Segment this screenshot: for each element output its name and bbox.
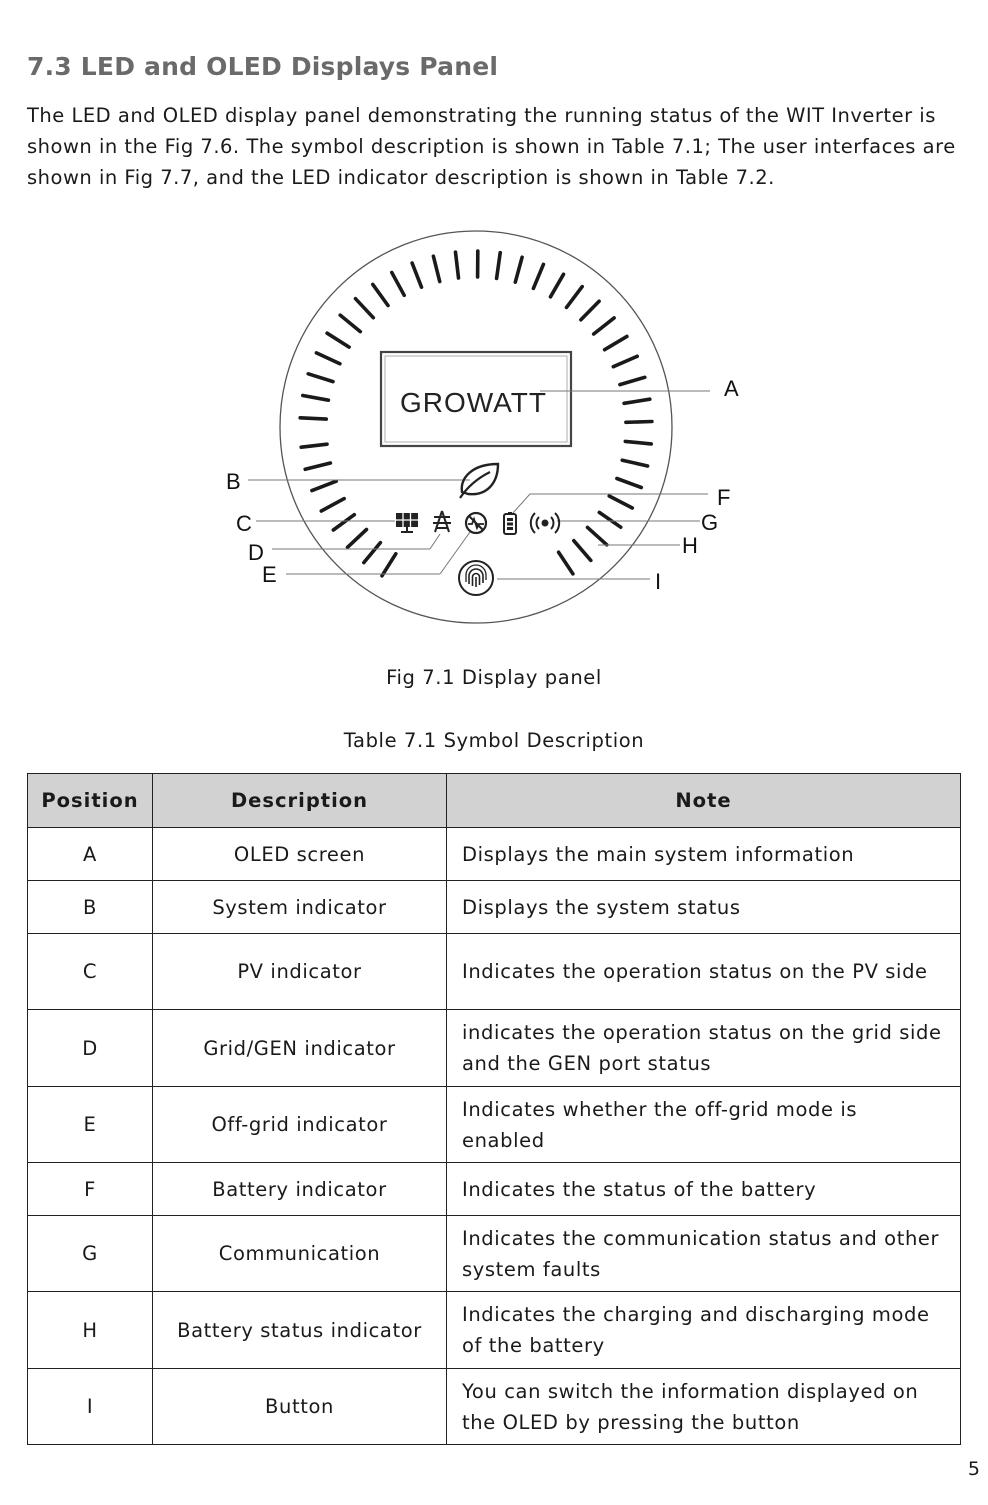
led-tick bbox=[588, 527, 607, 544]
led-tick bbox=[456, 252, 459, 278]
label-g: G bbox=[701, 510, 719, 535]
led-tick bbox=[348, 530, 367, 548]
table-header-row bbox=[28, 774, 961, 828]
header-position: Position bbox=[28, 774, 153, 828]
led-tick bbox=[392, 273, 404, 296]
position-cell: F bbox=[28, 1163, 153, 1216]
description-cell: Grid/GEN indicator bbox=[153, 1010, 447, 1087]
led-tick bbox=[312, 481, 336, 490]
table-row bbox=[28, 1087, 961, 1163]
led-tick bbox=[300, 418, 326, 419]
description-cell: Button bbox=[153, 1369, 447, 1445]
note-cell: Indicates the charging and discharging mode of the battery bbox=[447, 1292, 961, 1369]
position-cell: G bbox=[28, 1216, 153, 1292]
solar-panel-icon bbox=[396, 513, 418, 532]
description-cell: System indicator bbox=[153, 881, 447, 934]
note-cell: Indicates whether the off-grid mode is enabled bbox=[447, 1087, 961, 1163]
led-tick bbox=[316, 353, 340, 364]
label-h: H bbox=[682, 533, 698, 558]
header-note: Note bbox=[447, 774, 961, 828]
position-cell: A bbox=[28, 828, 153, 881]
led-tick bbox=[497, 253, 501, 279]
brand-logo: GROWATT bbox=[400, 387, 547, 418]
table-row bbox=[28, 828, 961, 881]
symbol-description-table bbox=[27, 773, 961, 1445]
led-tick bbox=[303, 396, 329, 401]
led-tick bbox=[340, 315, 360, 332]
figure-caption: Fig 7.1 Display panel bbox=[386, 666, 602, 689]
table-row bbox=[28, 934, 961, 1010]
note-cell: Indicates the status of the battery bbox=[447, 1163, 961, 1216]
table-caption: Table 7.1 Symbol Description bbox=[343, 729, 645, 752]
label-c: C bbox=[236, 511, 252, 536]
section-heading: 7.3 LED and OLED Displays Panel bbox=[27, 52, 499, 81]
led-tick bbox=[321, 499, 344, 511]
note-cell: Displays the system status bbox=[447, 881, 961, 934]
led-tick bbox=[581, 301, 599, 320]
description-cell: Battery status indicator bbox=[153, 1292, 447, 1369]
led-tick bbox=[622, 460, 647, 466]
header-description: Description bbox=[153, 774, 447, 828]
label-a: A bbox=[724, 376, 739, 401]
label-f: F bbox=[717, 485, 731, 510]
fingerprint-button-icon[interactable] bbox=[459, 561, 493, 595]
led-tick bbox=[594, 318, 614, 334]
display-panel-figure bbox=[0, 222, 988, 632]
description-cell: OLED screen bbox=[153, 828, 447, 881]
description-cell: PV indicator bbox=[153, 934, 447, 1010]
led-tick bbox=[308, 374, 333, 382]
led-tick bbox=[613, 356, 637, 366]
led-tick bbox=[433, 256, 439, 281]
led-tick bbox=[574, 541, 591, 561]
led-tick bbox=[551, 274, 564, 297]
led-tick bbox=[515, 257, 522, 282]
led-tick bbox=[373, 284, 388, 305]
table-row bbox=[28, 1010, 961, 1087]
note-cell: Indicates the operation status on the PV side bbox=[447, 934, 961, 1010]
led-tick bbox=[356, 299, 374, 318]
display-panel-diagram bbox=[0, 222, 988, 632]
position-cell: B bbox=[28, 881, 153, 934]
position-cell: E bbox=[28, 1087, 153, 1163]
led-tick bbox=[382, 554, 396, 576]
led-tick bbox=[305, 463, 330, 469]
table-row bbox=[28, 1369, 961, 1445]
note-cell: indicates the operation status on the grid side and the GEN port status bbox=[447, 1010, 961, 1087]
description-cell: Battery indicator bbox=[153, 1163, 447, 1216]
position-cell: H bbox=[28, 1292, 153, 1369]
led-tick bbox=[567, 287, 583, 308]
table-row bbox=[28, 1292, 961, 1369]
note-cell: Displays the main system information bbox=[447, 828, 961, 881]
note-cell: Indicates the communication status and other system faults bbox=[447, 1216, 961, 1292]
table-row bbox=[28, 1163, 961, 1216]
led-tick bbox=[327, 333, 349, 347]
position-cell: I bbox=[28, 1369, 153, 1445]
note-cell: You can switch the information displayed on the OLED by pressing the button bbox=[447, 1369, 961, 1445]
led-tick bbox=[533, 264, 543, 288]
page-number: 5 bbox=[967, 1458, 980, 1480]
label-d: D bbox=[248, 540, 264, 565]
intro-paragraph: The LED and OLED display panel demonstrating the running status of the WIT Inverter is shown in the Fig 7.6. The symbol description is shown in Table 7.1; The user interfaces are shown in Fig 7.7, and the LED indicator description is shown in Table 7.2. bbox=[27, 104, 956, 189]
led-tick bbox=[617, 479, 641, 488]
panel-outline bbox=[280, 231, 672, 623]
position-cell: C bbox=[28, 934, 153, 1010]
led-tick bbox=[599, 512, 620, 527]
communication-icon bbox=[531, 513, 559, 533]
label-e: E bbox=[262, 562, 277, 587]
led-tick bbox=[620, 377, 645, 384]
led-tick bbox=[559, 552, 573, 574]
led-tick bbox=[625, 441, 651, 444]
description-cell: Communication bbox=[153, 1216, 447, 1292]
led-tick bbox=[605, 336, 627, 349]
leaf-icon bbox=[460, 464, 498, 498]
led-tick bbox=[624, 399, 650, 403]
position-cell: D bbox=[28, 1010, 153, 1087]
led-tick bbox=[412, 263, 421, 287]
led-tick bbox=[333, 515, 354, 530]
led-tick bbox=[609, 496, 632, 508]
led-tick bbox=[364, 543, 381, 563]
grid-tower-icon bbox=[433, 511, 451, 532]
label-i: I bbox=[655, 569, 662, 594]
led-tick bbox=[301, 444, 327, 447]
description-cell: Off-grid indicator bbox=[153, 1087, 447, 1163]
battery-icon bbox=[504, 512, 516, 534]
table-row bbox=[28, 881, 961, 934]
label-b: B bbox=[226, 469, 241, 494]
led-tick bbox=[626, 422, 652, 423]
table-row bbox=[28, 1216, 961, 1292]
off-grid-icon bbox=[466, 513, 486, 533]
